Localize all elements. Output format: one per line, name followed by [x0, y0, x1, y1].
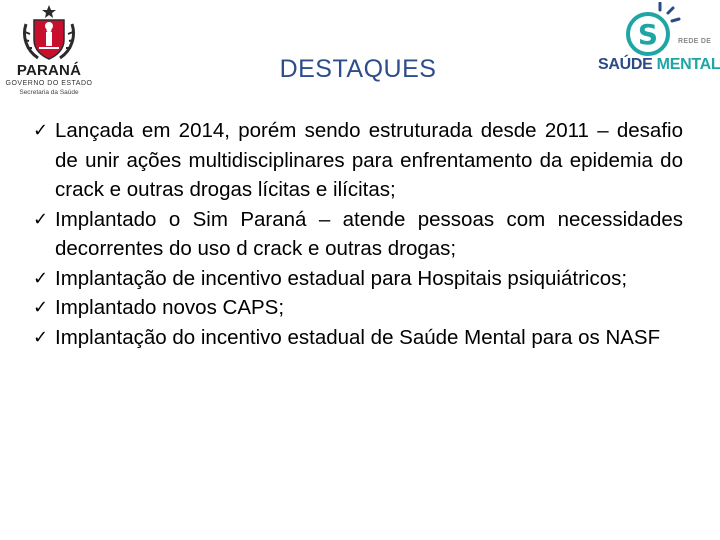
- list-item-text: Implantado novos CAPS;: [55, 296, 285, 319]
- saude-mental-logo: [594, 0, 720, 80]
- list-item: [33, 205, 683, 264]
- saude-mental-s-icon: [624, 2, 684, 58]
- checkmark-icon: ✓: [33, 208, 49, 230]
- highlights-list: [33, 116, 683, 352]
- list-item: [33, 323, 683, 353]
- parana-logo: [4, 4, 94, 100]
- list-item: [33, 116, 683, 205]
- checkmark-icon: ✓: [33, 297, 49, 318]
- list-item: [33, 264, 683, 294]
- svg-text:S: S: [637, 18, 659, 51]
- parana-coat-of-arms-icon: [20, 4, 78, 62]
- list-item-text: Implantação do incentivo estadual de Saúde Mental para os NASF: [55, 325, 661, 349]
- list-item-text: Implantado o Sim Paraná – atende pessoas com necessidades decorrentes do uso d crack e outras drogas;: [55, 207, 683, 260]
- list-item-text: Implantação de incentivo estadual para Hospitais psiquiátricos;: [55, 266, 628, 290]
- list-item-text: Lançada em 2014, porém sendo estruturada desde 2011 – desafio de unir ações multidisciplinares para enfrentamento da epidemia do crack e outras drogas lícitas e ilícitas;: [55, 119, 683, 201]
- rede-de-label: REDE DE: [678, 38, 712, 45]
- governo-label: GOVERNO DO ESTADO: [5, 80, 93, 87]
- list-item: [33, 293, 683, 323]
- checkmark-icon: ✓: [33, 120, 49, 141]
- checkmark-icon: ✓: [33, 326, 49, 348]
- checkmark-icon: ✓: [33, 267, 49, 289]
- parana-name: PARANÁ: [16, 62, 82, 79]
- mental-word: MENTAL: [656, 56, 720, 73]
- saude-word: SAÚDE: [598, 56, 653, 73]
- page-title-text: DESTAQUES: [279, 55, 437, 83]
- saude-mental-wordmark: [598, 56, 720, 74]
- secretaria-label: Secretaria da Saúde: [19, 89, 79, 96]
